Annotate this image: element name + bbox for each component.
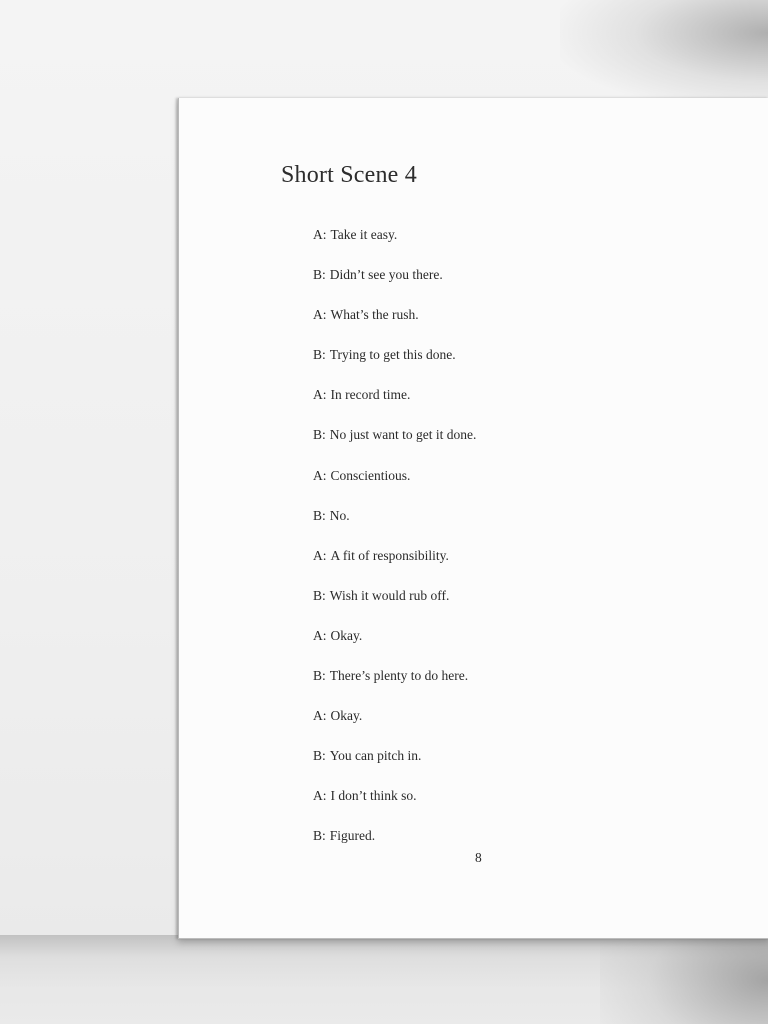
line-text: In record time. xyxy=(330,387,411,403)
line-text: Figured. xyxy=(329,828,376,844)
line-text: Take it easy. xyxy=(330,227,398,242)
scene-title: Short Scene 4 xyxy=(281,162,417,188)
dialogue-line xyxy=(313,747,476,787)
line-text: Trying to get this done. xyxy=(329,347,456,363)
line-text: Didn’t see you there. xyxy=(329,267,443,283)
line-text: There’s plenty to do here. xyxy=(329,668,469,684)
line-text: Okay. xyxy=(330,708,363,724)
dialogue-line xyxy=(313,467,476,507)
speaker-label: B: xyxy=(313,267,326,283)
speaker-label: B: xyxy=(313,748,326,764)
book-page xyxy=(178,98,768,939)
dialogue-line xyxy=(313,627,476,667)
speaker-label: A: xyxy=(313,547,327,563)
scanner-shadow-top xyxy=(560,0,768,110)
speaker-label: A: xyxy=(313,708,327,724)
page-number: 8 xyxy=(475,850,482,865)
dialogue-line xyxy=(313,707,476,747)
dialogue-line xyxy=(313,266,476,306)
line-text: You can pitch in. xyxy=(329,748,422,764)
dialogue-line xyxy=(313,386,476,426)
speaker-label: A: xyxy=(313,627,327,643)
line-text: A fit of responsibility. xyxy=(330,547,449,563)
speaker-label: A: xyxy=(313,227,327,242)
dialogue-line xyxy=(313,787,476,827)
dialogue-line xyxy=(313,507,476,547)
speaker-label: B: xyxy=(313,587,326,603)
dialogue-line xyxy=(313,306,476,346)
dialogue-list xyxy=(313,226,476,868)
speaker-label: B: xyxy=(313,427,326,443)
speaker-label: A: xyxy=(313,788,327,804)
speaker-label: B: xyxy=(313,668,326,684)
line-text: Conscientious. xyxy=(330,467,411,483)
speaker-label: B: xyxy=(313,347,326,363)
dialogue-line xyxy=(313,827,476,867)
line-text: Okay. xyxy=(330,627,363,643)
speaker-label: A: xyxy=(313,387,327,403)
speaker-label: A: xyxy=(313,467,327,483)
dialogue-line xyxy=(313,587,476,627)
dialogue-line xyxy=(313,226,476,266)
dialogue-line xyxy=(313,547,476,587)
speaker-label: B: xyxy=(313,828,326,844)
speaker-label: A: xyxy=(313,307,327,323)
dialogue-line xyxy=(313,667,476,707)
dialogue-line xyxy=(313,346,476,386)
line-text: No just want to get it done. xyxy=(329,427,477,443)
speaker-label: B: xyxy=(313,507,326,523)
line-text: No. xyxy=(329,507,350,523)
line-text: Wish it would rub off. xyxy=(329,587,450,603)
line-text: I don’t think so. xyxy=(330,788,417,804)
line-text: What’s the rush. xyxy=(330,307,419,323)
dialogue-line xyxy=(313,426,476,466)
